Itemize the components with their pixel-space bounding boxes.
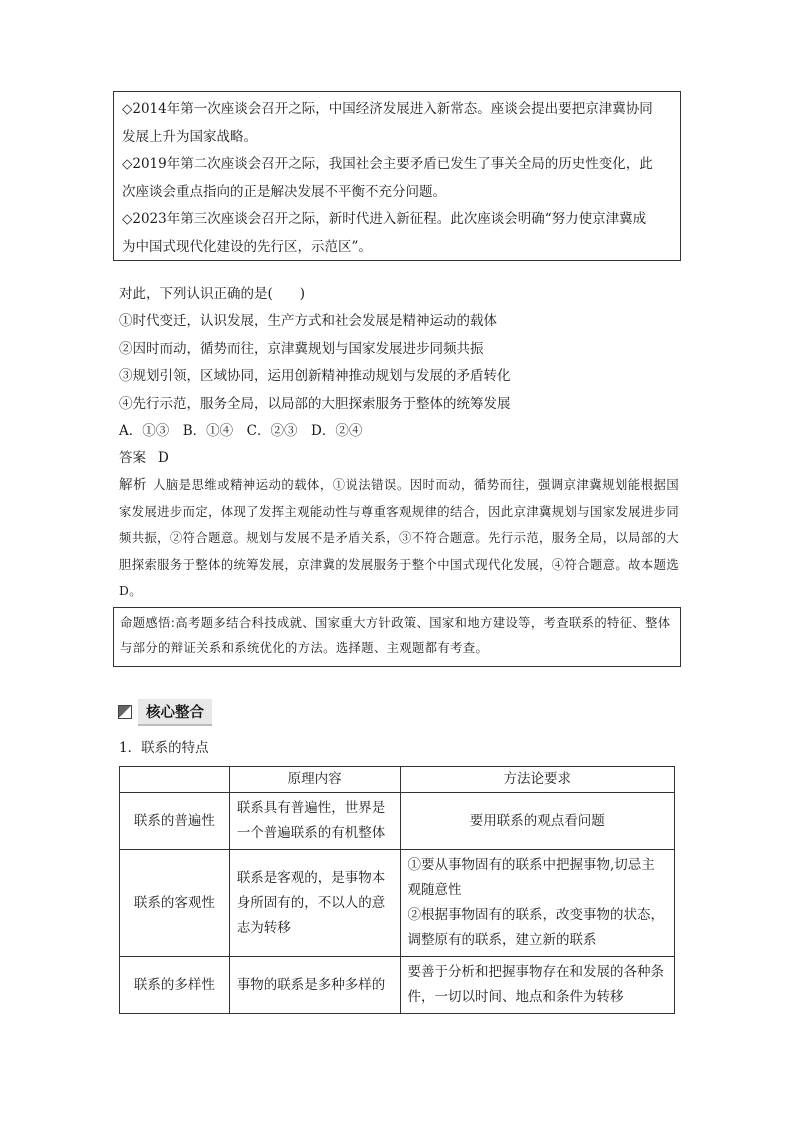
method-item: ②根据事物固有的联系，改变事物的状态，调整原有的联系，建立新的联系 — [407, 907, 665, 948]
answer-label: 答案 — [119, 450, 146, 466]
row-method: 要善于分析和把握事物存在和发展的各种条件，一切以时间、地点和条件为转移 — [400, 957, 674, 1014]
material-box — [113, 91, 681, 261]
row-method — [400, 850, 674, 957]
material-line: ◇2023年第三次座谈会召开之际，新时代进入新征程。此次座谈会明确“努力使京津冀成 — [122, 211, 647, 227]
row-method: 要用联系的观点看问题 — [400, 793, 674, 850]
row-name: 联系的客观性 — [120, 850, 230, 957]
answer-options: A．①③ B．①④ C．②③ D．②④ — [119, 423, 363, 439]
analysis-text: 人脑是思维或精神运动的载体，①说法错误。因时而动，循势而往，强调京津冀规划能根据国家发展进步而定，体现了发挥主观能动性与尊重客观规律的结合，因此京津冀规划与国家发展进步同频共振，②符合题意。规划与发展不是矛盾关系，③不符合题意。先行示范，服务全局，以局部的大胆探索服务于整体的统筹发展，京津冀的发展服务于整个中国式现代化发展，④符合题意。故本题选D。 — [119, 478, 679, 598]
row-name: 联系的多样性 — [120, 957, 230, 1014]
table-header: 方法论要求 — [400, 767, 674, 793]
connection-table — [119, 766, 675, 1014]
question-item: ④先行示范，服务全局，以局部的大胆探索服务于整体的统筹发展 — [119, 396, 511, 412]
insight-box — [113, 607, 681, 667]
answer-value: D — [158, 450, 169, 466]
row-principle: 联系具有普遍性，世界是一个普遍联系的有机整体 — [229, 793, 400, 850]
table-row — [120, 957, 675, 1014]
analysis-label: 解析 — [119, 477, 148, 493]
method-item: ①要从事物固有的联系中把握事物,切忌主观随意性 — [407, 857, 655, 898]
section-title: 核心整合 — [138, 699, 212, 726]
row-name: 联系的普遍性 — [120, 793, 230, 850]
question-item: ③规划引领，区域协同，运用创新精神推动规划与发展的矛盾转化 — [119, 368, 511, 384]
material-line: ◇2019年第二次座谈会召开之际，我国社会主要矛盾已发生了事关全局的历史性变化，此 — [122, 156, 653, 172]
analysis-block — [119, 472, 679, 605]
insight-text: 高考题多结合科技成就、国家重大方针政策、国家和地方建设等，考查联系的特征、整体与部分的辩证关系和系统优化的方法。选择题、主观题都有考查。 — [120, 616, 671, 655]
question-item: ②因时而动，循势而往，京津冀规划与国家发展进步同频共振 — [119, 341, 484, 357]
question-item: ①时代变迁，认识发展，生产方式和社会发展是精神运动的载体 — [119, 313, 497, 329]
insight-label: 命题感悟: — [120, 616, 176, 630]
section-header — [118, 700, 218, 724]
answer-line — [119, 448, 169, 468]
material-line: 为中国式现代化建设的先行区，示范区”。 — [122, 238, 372, 255]
material-line: 次座谈会重点指向的正是解决发展不平衡不充分问题。 — [122, 183, 446, 200]
section-square-icon — [118, 705, 132, 719]
question-stem: 对此，下列认识正确的是( ) — [119, 286, 306, 302]
row-principle: 联系是客观的，是事物本身所固有的，不以人的意志为转移 — [229, 850, 400, 957]
subheading: 1．联系的特点 — [119, 740, 209, 756]
material-line: 发展上升为国家战略。 — [122, 128, 257, 145]
table-header — [120, 767, 230, 793]
row-principle: 事物的联系是多种多样的 — [229, 957, 400, 1014]
material-line: ◇2014年第一次座谈会召开之际，中国经济发展进入新常态。座谈会提出要把京津冀协同 — [122, 101, 653, 117]
table-header-row — [120, 767, 675, 793]
table-header: 原理内容 — [229, 767, 400, 793]
table-row — [120, 793, 675, 850]
table-row — [120, 850, 675, 957]
